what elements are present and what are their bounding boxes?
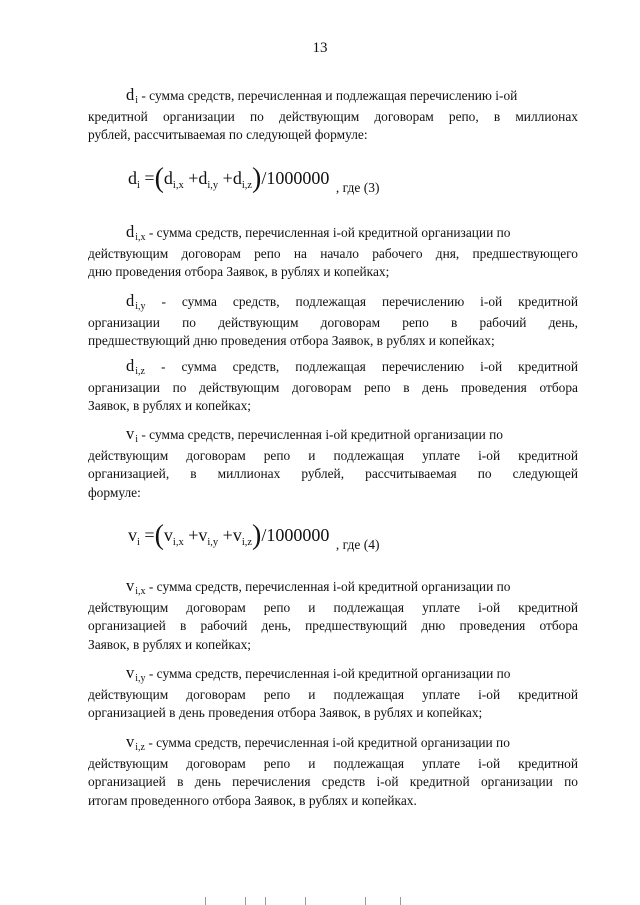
definition-line: - сумма средств, перечисленная i-ой кредитной организации по — [145, 666, 511, 681]
page-number: 13 — [312, 40, 328, 56]
definition-line: организации по действующим договорам репо в день проведения отбора — [88, 379, 578, 395]
definition-v-iy — [88, 664, 578, 723]
formula-4: $v_i =(v_{i,x} +v_{i,y} +v_{i,z})/1000000$ $_{, где (4)}$ — [128, 520, 380, 552]
definition-line: - сумма средств, перечисленная i-ой кредитной организации по — [138, 427, 503, 442]
definition-v-iz — [88, 733, 578, 810]
definition-line: итогам проведенного отбора Заявок, в рублях и копейках. — [88, 792, 417, 808]
scan-marks — [205, 897, 405, 905]
definition-line: - сумма средств, перечисленная i-ой кредитной организации по — [144, 735, 510, 750]
formula-3: $d_i =(d_{i,x} +d_{i,y} +d_{i,z})/1000000$ $_{, где (3)}$ — [128, 163, 380, 195]
symbol: $d_{i,y}$ — [126, 291, 146, 312]
symbol: $v_{i,x}$ — [126, 576, 146, 597]
symbol: $d_i$ — [126, 85, 139, 106]
definition-line: дню проведения отбора Заявок, в рублях и копейках; — [88, 264, 390, 279]
definition-line: действующим договорам репо и подлежащая уплате i-ой кредитной — [88, 447, 578, 463]
definition-v-i — [88, 425, 578, 502]
definition-line: действующим договорам репо и подлежащая уплате i-ой кредитной — [88, 755, 578, 771]
definition-line: организацией, в миллионах рублей, рассчитываемая по следующей — [88, 466, 578, 481]
definition-d-i — [88, 86, 578, 145]
definition-line: Заявок, в рублях и копейках; — [88, 636, 251, 652]
definition-line: - сумма средств, подлежащая перечислению i-ой кредитной — [145, 294, 578, 309]
definition-line: организацией в день перечисления средств i-ой кредитной организации по — [88, 774, 578, 789]
definition-line: организацией в день проведения отбора Заявок, в рублях и копейках; — [88, 705, 483, 720]
definition-v-ix — [88, 577, 578, 654]
definition-line: действующим договорам репо на начало рабочего дня, предшествующего — [88, 245, 578, 261]
formula-tag: , где (3) — [335, 180, 380, 195]
symbol: $d_{i,z}$ — [126, 356, 145, 377]
definition-line: предшествующий дню проведения отбора Заявок, в рублях и копейках; — [88, 333, 495, 348]
definition-line: действующим договорам репо и подлежащая уплате i-ой кредитной — [88, 599, 578, 615]
definition-d-iy — [88, 292, 578, 351]
definition-line: кредитной организации по действующим договорам репо, в миллионах — [88, 108, 578, 124]
definition-line: рублей, рассчитываемая по следующей формуле: — [88, 127, 368, 142]
definition-line: организацией в рабочий день, предшествующий дню проведения отбора — [88, 618, 578, 633]
definition-line: - сумма средств, перечисленная i-ой кредитной организации по — [145, 579, 511, 594]
symbol: $v_i$ — [126, 424, 139, 445]
definition-line: - сумма средств, перечисленная и подлежащая перечислению i-ой — [138, 88, 518, 103]
symbol: $v_{i,y}$ — [126, 663, 146, 684]
formula-tag: , где (4) — [335, 537, 380, 552]
definition-line: Заявок, в рублях и копейках; — [88, 398, 251, 413]
definition-line: организации по действующим договорам репо в рабочий день, — [88, 314, 578, 330]
definition-line: действующим договорам репо и подлежащая уплате i-ой кредитной — [88, 686, 578, 702]
definition-d-ix — [88, 223, 578, 282]
definition-line: формуле: — [88, 484, 141, 500]
definition-d-iz — [88, 357, 578, 416]
symbol: $v_{i,z}$ — [126, 732, 145, 753]
definition-line: - сумма средств, перечисленная i-ой кредитной организации по — [145, 225, 511, 240]
definition-line: - сумма средств, подлежащая перечислению i-ой кредитной — [144, 359, 578, 374]
symbol: $d_{i,x}$ — [126, 222, 146, 243]
